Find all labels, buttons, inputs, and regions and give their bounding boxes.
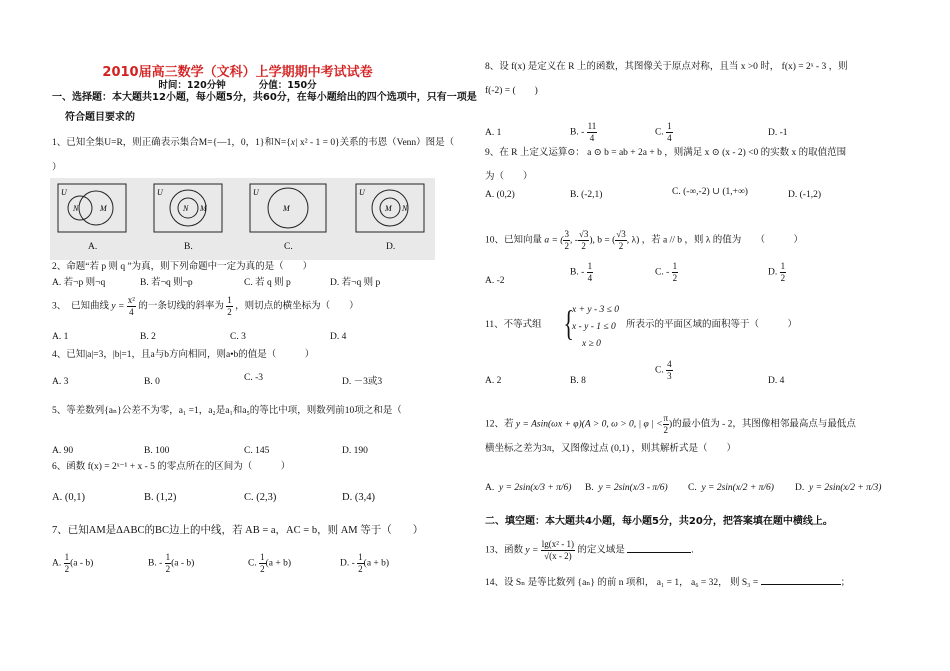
venn-d [356, 184, 424, 232]
q7-frac-den: 2 [165, 564, 171, 574]
q3-post: ，则切点的横坐标为（ ） [235, 301, 359, 312]
q11-opt-b: B. 8 [570, 376, 586, 386]
exam-time: 时间：120分钟 [158, 80, 226, 91]
q11-c-num: 4 [667, 359, 672, 369]
q9-opt-d: D. (-1,2) [788, 190, 821, 200]
q10-a2 [578, 230, 589, 251]
q10-a1-den: 2 [564, 241, 569, 251]
venn-label-b: B. [184, 242, 193, 252]
q10-opt-a: A. -2 [485, 276, 505, 286]
q11-opt-a: A. 2 [485, 376, 502, 386]
q12-opt-c [688, 483, 774, 494]
q11-opt-c [655, 360, 673, 381]
q8-opt-d: D. -1 [768, 128, 788, 138]
q3-pre: 3、 已知曲线 [52, 301, 110, 312]
q7-frac-num: 1 [260, 552, 265, 562]
q12-pi: π [663, 413, 669, 423]
q10-ob-num: 1 [587, 261, 593, 271]
q7-opt-d-label: D. [340, 558, 350, 569]
exam-title: 2010届高三数学（文科）上学期期中考试试卷 [102, 65, 373, 80]
q11-opt-c-label: C. [655, 365, 664, 376]
q8-opt-c [655, 122, 673, 143]
q3-opt-d: D. 4 [330, 332, 347, 342]
q11-pre: 11、不等式组 [485, 320, 542, 330]
q3-slope-num: 1 [227, 295, 232, 305]
q12-func: y = Asin(ωx + φ)(A > 0, ω > 0, | φ | < [515, 419, 663, 430]
q11-row-3: x ≥ 0 [582, 339, 601, 349]
svg-text:N: N [402, 204, 408, 213]
svg-text:M: M [100, 204, 107, 213]
q6-opt-c: C. (2,3) [244, 492, 277, 503]
q7-opt-b-expr: (a - b) [171, 558, 195, 569]
q8-c-den: 4 [667, 133, 672, 143]
q12-opt-a [485, 483, 571, 494]
q9-line1: 9、在 R 上定义运算⊙： a ⊙ b = ab + 2a + b ，则满足 x ⊙ (x - 2) <0 的实数 x 的取值范围 [485, 148, 847, 158]
q10-b1-num: √3 [616, 229, 626, 239]
q3-opt-b: B. 2 [140, 332, 156, 342]
q8-b-num: 11 [587, 121, 597, 131]
q10-b1-den: 2 [618, 241, 624, 251]
q8-c-num: 1 [667, 121, 672, 131]
q4-text: 4、已知|a|=3，|b|=1，且a与b方向相同，则a•b的值是（ ） [52, 350, 315, 360]
q4-opt-a: A. 3 [52, 377, 69, 387]
q10-opt-d-frac [780, 262, 787, 283]
q9-opt-b: B. (-2,1) [570, 190, 603, 200]
q10-b1 [615, 230, 626, 251]
q10-opt-b-label: B. - [570, 267, 585, 278]
q3-slope-den: 2 [227, 307, 232, 317]
svg-text:U: U [61, 188, 67, 197]
q1-close: ） [52, 163, 62, 173]
q7-opt-a-label: A. [52, 558, 62, 569]
venn-svg [50, 178, 435, 260]
q10-a2-den: 2 [581, 241, 586, 251]
venn-b [154, 184, 222, 232]
q6-opt-a: A. (0,1) [52, 492, 85, 503]
q7-frac-den: 2 [358, 564, 363, 574]
svg-text:N: N [73, 204, 79, 213]
q3-opt-c: C. 3 [230, 332, 246, 342]
q8-opt-c-label: C. [655, 127, 664, 138]
q13-den: √(x - 2) [544, 551, 572, 561]
q6-opt-d: D. (3,4) [342, 492, 375, 503]
q8-b-den: 4 [589, 133, 595, 143]
q3-mid: 的一条切线的斜率为 [138, 301, 224, 312]
q2-opt-b: B. 若¬q 则¬p [140, 278, 193, 288]
q11-row-1: x + y - 3 ≤ 0 [572, 305, 619, 315]
svg-text:N: N [183, 204, 189, 213]
q12-opt-b [585, 483, 668, 494]
q7-frac-num: 1 [358, 552, 363, 562]
q3-opt-a: A. 1 [52, 332, 69, 342]
venn-a [58, 184, 126, 232]
q1-tail: }关系的韦恩（Venn）图是（ [335, 138, 455, 148]
q7-frac-den: 2 [260, 564, 265, 574]
q5-opt-c: C. 145 [244, 446, 270, 456]
q13-func: y = [525, 545, 539, 556]
q6-text: 6、函数 f(x) = 2ˣ⁻¹ + x - 5 的零点所在的区间为（ ） [52, 462, 291, 472]
q10-oc-num: 1 [672, 261, 678, 271]
q12-opt-a-expr: y = 2sin(x/3 + π/6) [499, 483, 572, 493]
q11-tail: 所表示的平面区域的面积等于（ ） [626, 320, 798, 330]
q10-od-num: 1 [780, 261, 786, 271]
q7-frac-num: 1 [165, 552, 171, 562]
q1-text [52, 138, 454, 149]
q10-opt-b [570, 262, 593, 283]
q14-text [485, 578, 850, 589]
q5-opt-b: B. 100 [144, 446, 170, 456]
section1-heading-cont: 符合题目要求的 [65, 112, 135, 123]
q8-opt-c-frac [666, 122, 673, 143]
q3-func: y = [111, 301, 125, 312]
q2-opt-d: D. 若¬q 则 p [330, 278, 381, 288]
q10-ob-den: 4 [587, 273, 593, 283]
q3-slope [226, 296, 233, 317]
q5-opt-d: D. 190 [342, 446, 368, 456]
q12-pre: 12、若 [485, 419, 514, 430]
q12-two: 2 [663, 425, 669, 435]
q14-answer-blank[interactable] [761, 584, 841, 585]
q5-text: 5、等差数列{aₙ}公差不为零，a₁ =1，a₂是a₁和a₅的等比中项，则数列前10项之和是（ [52, 406, 402, 416]
q7-opt-c [248, 553, 291, 574]
q8-opt-b-frac [587, 122, 598, 143]
q7-opt-b [148, 553, 194, 574]
q4-opt-c: C. -3 [244, 373, 263, 383]
q9-opt-a: A. (0,2) [485, 190, 515, 200]
q11-row-2: x - y - 1 ≤ 0 [572, 322, 616, 332]
q12-opt-d [795, 483, 881, 494]
q11-brace: { [563, 303, 574, 343]
q1-stem: 1、已知全集U=R，则正确表示集合M={—1，0，1}和N={ [52, 138, 291, 148]
q1-set-cond: x² - 1 = 0 [299, 138, 336, 148]
svg-text:U: U [359, 188, 365, 197]
q10-text [485, 230, 803, 251]
q14-end: ； [840, 578, 851, 588]
q13-pre: 13、函数 [485, 545, 524, 556]
q3-den: 4 [129, 307, 134, 317]
q10-a1-num: 3 [564, 229, 569, 239]
q2-opt-a: A. 若¬p 则¬q [52, 278, 106, 288]
q14-stem: 14、设 Sₙ 是等比数列 {aₙ} 的前 n 项和， a₁ = 1， a₆ = 32， 则 S₃ = [485, 578, 759, 588]
q13-num: lg(x² - 1) [541, 539, 574, 549]
q10-opt-c-frac [672, 262, 679, 283]
q7-frac-num: 1 [64, 552, 70, 562]
q7-opt-b-label: B. [148, 558, 157, 569]
q7-opt-d-sign: - [351, 558, 355, 569]
q8-line1: 8、设 f(x) 是定义在 R 上的函数，其图像关于原点对称，且当 x >0 时， f(x) = 2ˣ - 3 ，则 [485, 62, 848, 72]
q12-line2: 横坐标之差为3π，又图像过点 (0,1) ，则其解析式是（ ） [485, 444, 736, 454]
q8-opt-b [570, 122, 597, 143]
q7-opt-d-expr: (a + b) [363, 558, 390, 569]
venn-label-d: D. [386, 242, 396, 252]
q10-opt-d [768, 262, 786, 283]
q10-opt-c [655, 262, 678, 283]
svg-text:M: M [283, 204, 290, 213]
q13-answer-blank[interactable] [627, 552, 691, 553]
q7-opt-a-expr: (a - b) [70, 558, 94, 569]
q10-opt-c-label: C. - [655, 267, 670, 278]
svg-text:M: M [385, 204, 392, 213]
q10-a2-num: √3 [578, 229, 589, 239]
venn-label-a: A. [88, 242, 98, 252]
q10-opt-b-frac [587, 262, 594, 283]
q9-opt-c: C. (-∞,-2) ∪ (1,+∞) [672, 187, 748, 197]
q10-b-pre: ), b = ( [589, 235, 616, 246]
q9-line2: 为（ ） [485, 172, 533, 182]
q13-post: 的定义域是 [577, 545, 625, 556]
section2-heading: 二、填空题：本大题共4小题，每小题5分，共20分，把答案填在题中横线上。 [485, 516, 833, 527]
q8-line2: f(-2) = ( ) [485, 86, 538, 96]
q3-text [52, 296, 359, 317]
q10-oc-den: 2 [672, 273, 678, 283]
q12-opt-b-label: B. [585, 483, 594, 493]
q11-c-den: 3 [667, 371, 672, 381]
q12-opt-c-label: C. [688, 483, 697, 493]
exam-subtitle [0, 77, 475, 91]
q1-set-var: x| [290, 138, 298, 148]
svg-text:M: M [200, 204, 207, 213]
q4-opt-d: D. －3或3 [342, 377, 383, 387]
q10-tail: ，若 a // b ，则 λ 的值为 （ ） [641, 235, 803, 246]
exam-score: 分值：150分 [258, 80, 317, 91]
q10-opt-d-label: D. [768, 267, 778, 278]
q8-opt-a: A. 1 [485, 128, 502, 138]
venn-label-c: C. [284, 242, 293, 252]
venn-diagrams [50, 178, 435, 260]
q10-od-den: 2 [780, 273, 786, 283]
q10-pre: 10、已知向量 [485, 235, 543, 246]
q3-fraction [127, 296, 136, 317]
q12-post: )的最小值为 - 2，其图像相邻最高点与最低点 [669, 419, 856, 430]
q10-vec-a: a = ( [544, 235, 564, 246]
q7-opt-b-sign: - [159, 558, 163, 569]
q8-opt-b-label: B. - [570, 127, 585, 138]
q7-opt-c-label: C. [248, 558, 257, 569]
q12-opt-b-expr: y = 2sin(x/3 - π/6) [598, 483, 668, 493]
q5-opt-a: A. 90 [52, 446, 74, 456]
q4-opt-b: B. 0 [144, 377, 160, 387]
q10-a2-sign: , - [569, 235, 578, 246]
q11-opt-d: D. 4 [768, 376, 785, 386]
q2-opt-c: C. 若 q 则 p [244, 278, 291, 288]
q12-opt-d-expr: y = 2sin(x/2 + π/3) [809, 483, 882, 493]
q13-text: 13、函数 y = $\frac{\text{lg(x² - 1)}}{√(x - 2)}$ 的定义域是 . [485, 539, 694, 561]
q7-frac-den: 2 [64, 564, 70, 574]
q10-b2: , λ) [626, 235, 640, 246]
q12-opt-a-label: A. [485, 483, 495, 493]
q7-text: 7、已知AM是ΔABC的BC边上的中线，若 AB = a，AC = b，则 AM 等于（ ） [52, 525, 424, 536]
section1-heading: 一、选择题：本大题共12小题，每小题5分，共60分，在每小题给出的四个选项中，只有一项是 [52, 92, 477, 103]
q7-opt-c-expr: (a + b) [265, 558, 291, 569]
q11-opt-c-frac [666, 360, 673, 381]
q12-opt-d-label: D. [795, 483, 805, 493]
q2-text: 2、命题“若 p 则 q ”为真，则下列命题中一定为真的是（ ） [52, 262, 313, 272]
q12-opt-c-expr: y = 2sin(x/2 + π/6) [701, 483, 774, 493]
q6-opt-b: B. (1,2) [144, 492, 177, 503]
q7-opt-a [52, 553, 93, 574]
q12-line1 [485, 414, 856, 435]
q7-opt-d [340, 553, 389, 574]
svg-text:U: U [157, 188, 163, 197]
venn-c [250, 184, 326, 232]
q13-fraction [541, 540, 575, 561]
q3-num: x² [127, 295, 135, 305]
svg-text:U: U [253, 188, 259, 197]
